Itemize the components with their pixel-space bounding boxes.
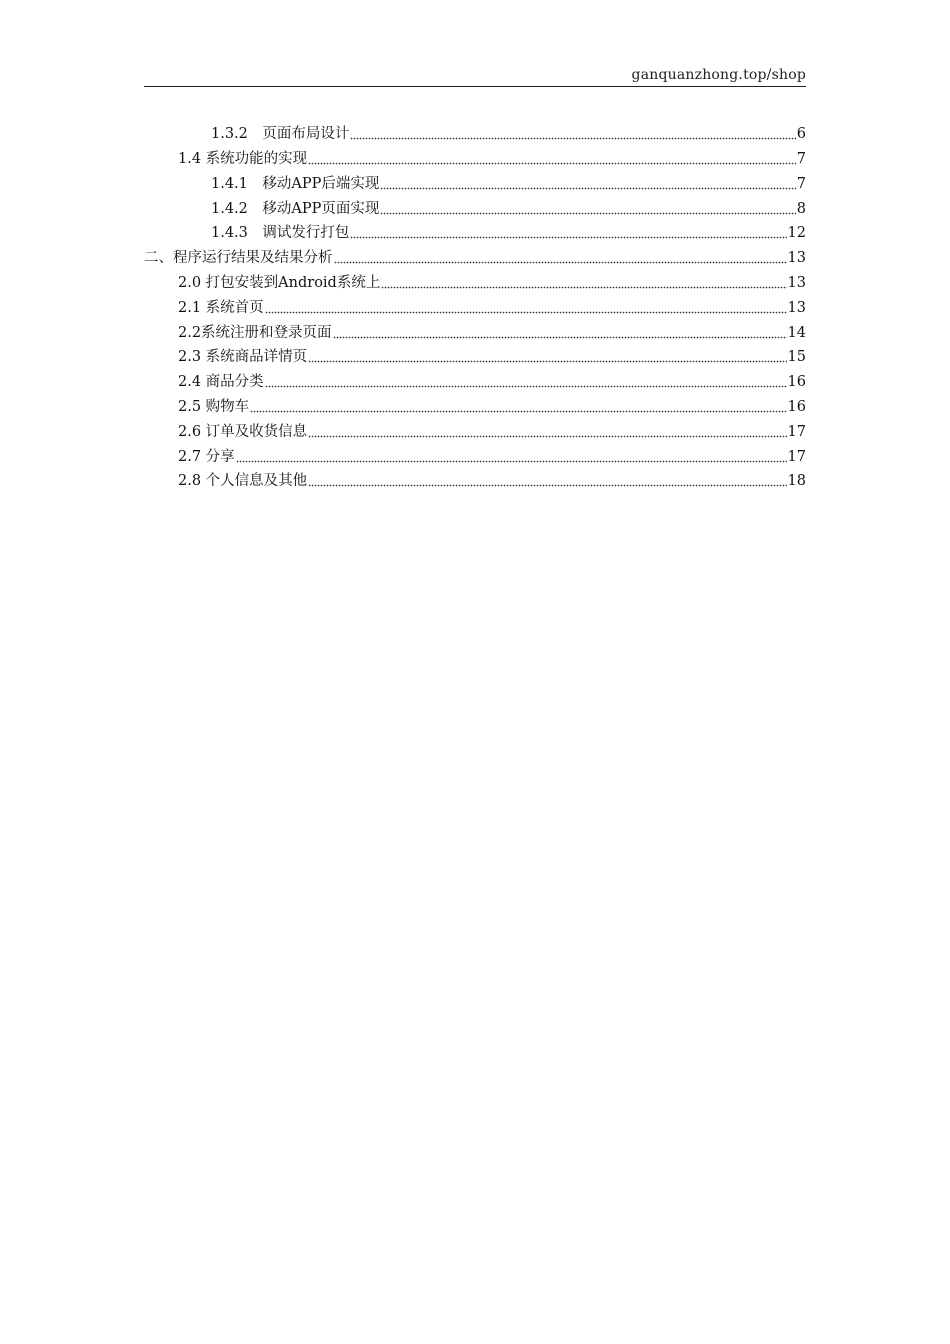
toc-entry-page: 16: [787, 398, 806, 415]
toc-dot-leader: [350, 136, 795, 142]
table-of-contents: [144, 123, 806, 495]
toc-dot-leader: [265, 384, 787, 390]
toc-entry[interactable]: [144, 396, 806, 421]
toc-entry-label: 2.6 订单及收货信息: [178, 423, 308, 440]
toc-entry-label: 1.4.2 移动APP页面实现: [211, 200, 380, 217]
toc-entry[interactable]: [144, 297, 806, 322]
toc-dot-leader: [250, 409, 786, 415]
toc-dot-leader: [308, 161, 796, 167]
toc-entry[interactable]: [144, 445, 806, 470]
toc-entry-label: 2.0 打包安装到Android系统上: [178, 274, 381, 291]
toc-dot-leader: [334, 260, 787, 266]
toc-entry[interactable]: [144, 247, 806, 272]
toc-entry-page: 13: [787, 299, 806, 316]
toc-entry[interactable]: [144, 197, 806, 222]
toc-dot-leader: [380, 210, 795, 216]
toc-entry-label: 2.3 系统商品详情页: [178, 349, 308, 366]
toc-entry-page: 13: [787, 274, 806, 291]
toc-entry-page: 15: [787, 349, 806, 366]
toc-entry-page: 7: [796, 150, 806, 167]
toc-entry-page: 6: [796, 126, 806, 143]
toc-entry[interactable]: [144, 173, 806, 198]
toc-entry[interactable]: [144, 148, 806, 173]
toc-dot-leader: [350, 235, 786, 241]
toc-entry-page: 7: [796, 175, 806, 192]
toc-entry-label: 2.8 个人信息及其他: [178, 473, 308, 490]
toc-entry-page: 12: [787, 225, 806, 242]
toc-entry-page: 17: [787, 423, 806, 440]
toc-entry-label: 1.4 系统功能的实现: [178, 150, 308, 167]
toc-entry[interactable]: [144, 470, 806, 495]
toc-entry[interactable]: [144, 346, 806, 371]
toc-entry-page: 16: [787, 374, 806, 391]
toc-entry-page: 17: [787, 448, 806, 465]
toc-dot-leader: [381, 285, 786, 291]
toc-entry-label: 1.3.2 页面布局设计: [211, 126, 350, 143]
toc-dot-leader: [265, 309, 787, 315]
page-header: [144, 66, 806, 87]
toc-entry[interactable]: [144, 123, 806, 148]
toc-entry[interactable]: [144, 222, 806, 247]
toc-entry-page: 13: [787, 250, 806, 267]
toc-dot-leader: [308, 483, 786, 489]
toc-dot-leader: [308, 433, 786, 439]
toc-entry-label: 2.2系统注册和登录页面: [178, 324, 332, 341]
toc-entry[interactable]: [144, 371, 806, 396]
toc-entry-label: 1.4.3 调试发行打包: [211, 225, 350, 242]
toc-entry-label: 二、程序运行结果及结果分析: [144, 250, 333, 267]
toc-entry-label: 2.5 购物车: [178, 398, 250, 415]
toc-entry-label: 2.1 系统首页: [178, 299, 264, 316]
toc-entry-page: 8: [796, 200, 806, 217]
toc-entry-page: 14: [787, 324, 806, 341]
header-site-url: ganquanzhong.top/shop: [631, 67, 806, 83]
toc-entry-label: 2.4 商品分类: [178, 374, 264, 391]
toc-dot-leader: [380, 185, 795, 191]
toc-dot-leader: [333, 334, 787, 340]
toc-entry[interactable]: [144, 272, 806, 297]
toc-entry-label: 2.7 分享: [178, 448, 235, 465]
toc-entry[interactable]: [144, 321, 806, 346]
toc-dot-leader: [236, 458, 787, 464]
toc-entry-page: 18: [787, 473, 806, 490]
toc-dot-leader: [308, 359, 786, 365]
toc-entry[interactable]: [144, 421, 806, 446]
toc-entry-label: 1.4.1 移动APP后端实现: [211, 175, 380, 192]
